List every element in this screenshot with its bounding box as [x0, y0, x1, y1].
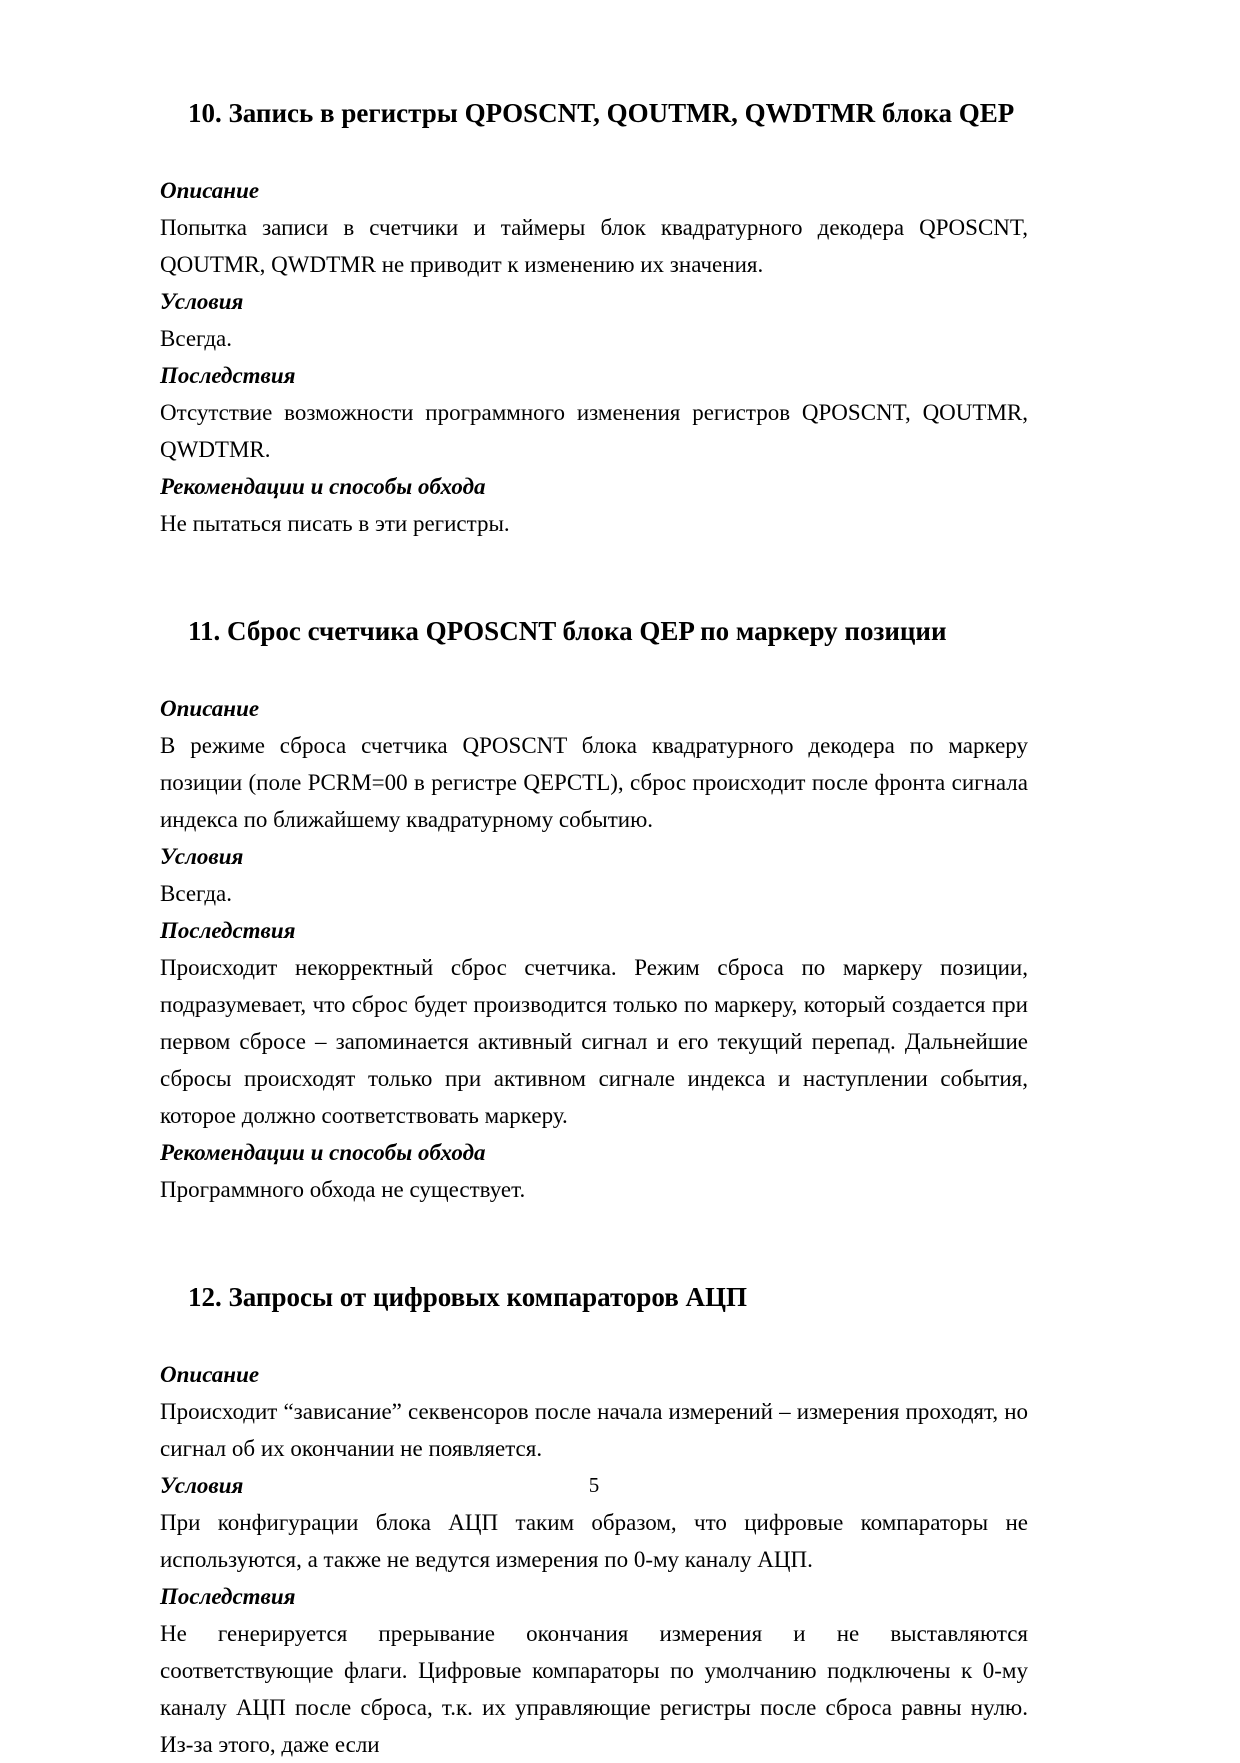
- block-text-conditions: При конфигурации блока АЦП таким образом, что цифровые компараторы не используются, а также не ведутся измерения по 0-му каналу АЦП.: [160, 1510, 1028, 1572]
- block-label-description: Описание: [160, 178, 260, 203]
- block-text-description: Попытка записи в счетчики и таймеры блок квадратурного декодера QPOSCNT, QOUTMR, QWDTMR не приводит к изменению их значения.: [160, 215, 1028, 277]
- block-text-conditions: Всегда.: [160, 326, 232, 351]
- block-text-description: В режиме сброса счетчика QPOSCNT блока квадратурного декодера по маркеру позиции (поле PCRM=00 в регистре QEPCTL), сброс происходит после фронта сигнала индекса по ближайшему квадратурному событию.: [160, 733, 1028, 832]
- block-label-recommendations: Рекомендации и способы обхода: [160, 1140, 486, 1165]
- block-label-conditions: Условия: [160, 1473, 244, 1498]
- block-text-description: Происходит “зависание” секвенсоров после начала измерений – измерения проходят, но сигнал об их окончании не появляется.: [160, 1399, 1028, 1461]
- page-footer: [160, 1472, 1028, 1498]
- block-text-conditions: Всегда.: [160, 881, 232, 906]
- block-text-recommendations: Не пытаться писать в эти регистры.: [160, 511, 510, 536]
- block-label-recommendations: Рекомендации и способы обхода: [160, 474, 486, 499]
- block-label-consequences: Последствия: [160, 363, 296, 388]
- section-title: 12. Запросы от цифровых компараторов АЦП: [188, 1282, 748, 1312]
- block-label-conditions: Условия: [160, 844, 244, 869]
- block-label-conditions: Условия: [160, 289, 244, 314]
- block-text-consequences: Не генерируется прерывание окончания измерения и не выставляются соответствующие флаги. Цифровые компараторы по умолчанию подключены к 0-му каналу АЦП после сброса, т.к. их управляющие регистры после сброса равны нулю. Из-за этого, даже если: [160, 1621, 1028, 1757]
- section-10: [160, 96, 1028, 542]
- block-label-consequences: Последствия: [160, 1584, 296, 1609]
- block-label-consequences: Последствия: [160, 918, 296, 943]
- block-label-description: Описание: [160, 696, 260, 721]
- section-title: 11. Сброс счетчика QPOSCNT блока QEP по маркеру позиции: [188, 616, 947, 646]
- section-12: [160, 1280, 1028, 1763]
- block-label-description: Описание: [160, 1362, 260, 1387]
- section-title: 10. Запись в регистры QPOSCNT, QOUTMR, QWDTMR блока QEP: [188, 98, 1015, 128]
- page-number: 5: [588, 1473, 600, 1497]
- section-11: [160, 614, 1028, 1208]
- block-text-recommendations: Программного обхода не существует.: [160, 1177, 526, 1202]
- block-text-consequences: Отсутствие возможности программного изменения регистров QPOSCNT, QOUTMR, QWDTMR.: [160, 400, 1028, 462]
- block-text-consequences: Происходит некорректный сброс счетчика. Режим сброса по маркеру позиции, подразумевает, что сброс будет производится только по маркеру, который создается при первом сбросе – запоминается активный сигнал и его текущий перепад. Дальнейшие сбросы происходят только при активном сигнале индекса и наступлении события, которое должно соответствовать маркеру.: [160, 955, 1028, 1128]
